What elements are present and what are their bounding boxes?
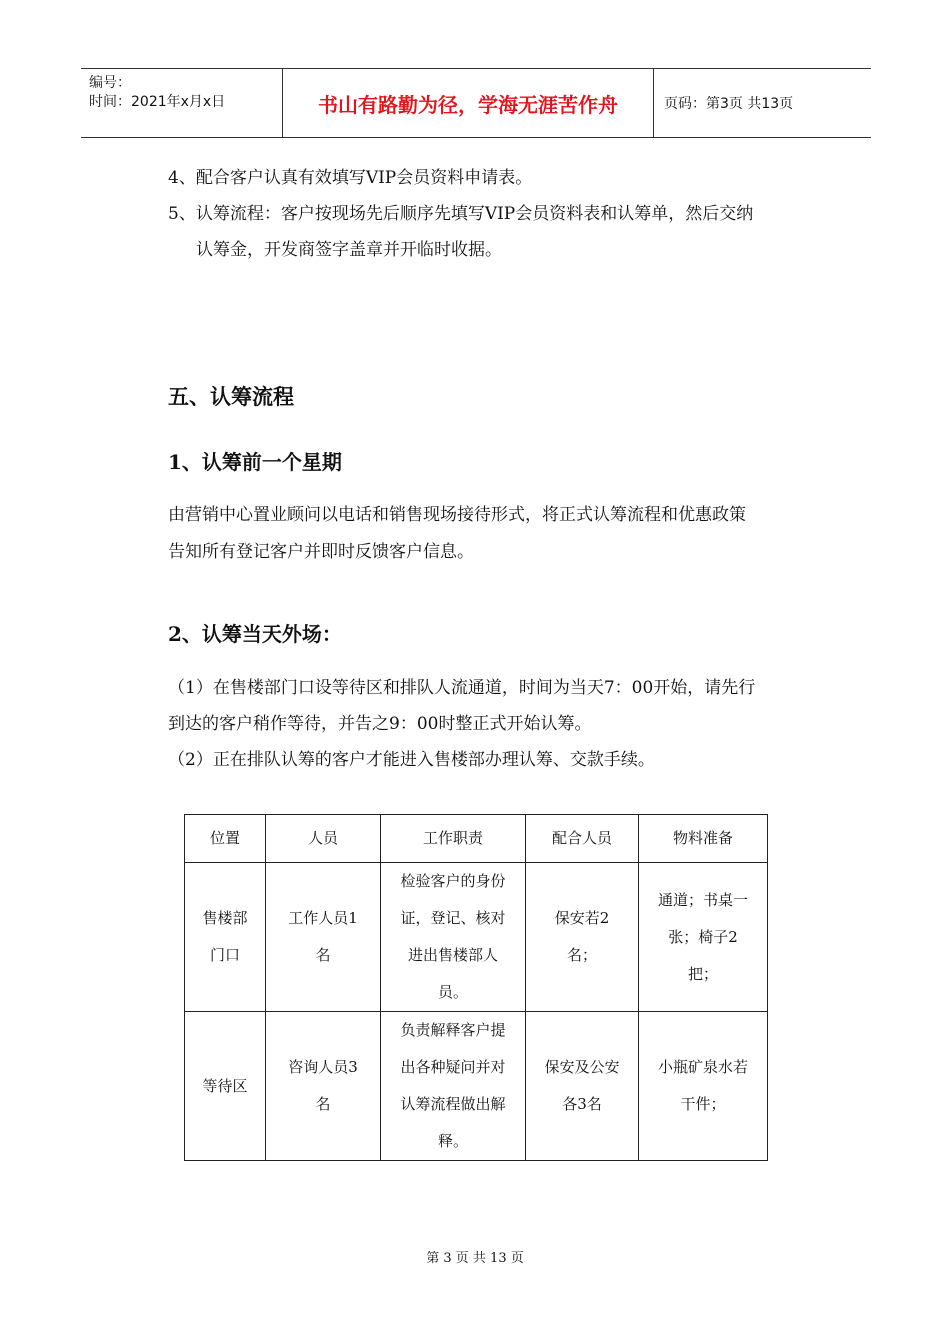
header-motto: 书山有路勤为径，学海无涯苦作舟 bbox=[283, 69, 654, 137]
cell-line: 名 bbox=[315, 1095, 331, 1113]
table-cell bbox=[185, 1012, 266, 1161]
staffing-table bbox=[184, 814, 768, 1161]
cell-line: 售楼部 bbox=[202, 909, 248, 927]
table-row bbox=[185, 1012, 768, 1161]
cell-line: 保安及公安 bbox=[544, 1058, 620, 1076]
table-cell bbox=[185, 863, 266, 1012]
cell-line: 小瓶矿泉水若 bbox=[657, 1058, 748, 1076]
subsection-2-para-1: （1）在售楼部门口设等待区和排队人流通道，时间为当天7：00开始，请先行 bbox=[168, 678, 756, 698]
list-item-5-cont: 认筹金，开发商签字盖章并开临时收据。 bbox=[196, 240, 502, 260]
cell-line: 通道；书桌一 bbox=[657, 890, 748, 909]
header-page-info: 页码：第3页 共13页 bbox=[664, 96, 794, 112]
table-row bbox=[185, 863, 768, 1012]
cell-line: 进出售楼部人 bbox=[407, 946, 498, 964]
table-cell bbox=[639, 1012, 768, 1161]
cell-line: 咨询人员3 bbox=[288, 1058, 358, 1076]
subsection-2-para-1-cont: 到达的客户稍作等待，并告之9：00时整正式开始认筹。 bbox=[168, 714, 592, 734]
cell-line: 检验客户的身份 bbox=[400, 872, 506, 890]
table-cell bbox=[526, 1012, 639, 1161]
cell-line: 负责解释客户提 bbox=[400, 1021, 506, 1039]
table-cell bbox=[639, 863, 768, 1012]
cell-line: 工作人员1 bbox=[288, 909, 358, 927]
cell-line: 释。 bbox=[437, 1132, 468, 1150]
table-cell bbox=[526, 863, 639, 1012]
cell-line: 把； bbox=[687, 964, 718, 983]
cell-line: 名 bbox=[315, 946, 331, 964]
table-cell bbox=[381, 863, 526, 1012]
table-header-row bbox=[185, 815, 768, 863]
cell-line: 干件； bbox=[680, 1095, 726, 1113]
table-cell bbox=[266, 1012, 381, 1161]
table-cell bbox=[381, 1012, 526, 1161]
list-item-5: 5、认筹流程：客户按现场先后顺序先填写VIP会员资料表和认筹单，然后交纳 bbox=[168, 204, 754, 224]
subsection-2-para-2: （2）正在排队认筹的客户才能进入售楼部办理认筹、交款手续。 bbox=[168, 750, 655, 770]
cell-line: 认筹流程做出解 bbox=[400, 1095, 506, 1113]
cell-line: 门口 bbox=[209, 946, 240, 964]
table-header: 物料准备 bbox=[639, 815, 768, 863]
section-title: 五、认筹流程 bbox=[168, 385, 294, 409]
cell-line: 员。 bbox=[437, 983, 468, 1001]
table-header: 位置 bbox=[185, 815, 266, 863]
cell-line: 出各种疑问并对 bbox=[400, 1058, 506, 1076]
cell-line: 证，登记、核对 bbox=[400, 909, 506, 927]
number-label: 编号： bbox=[89, 75, 131, 91]
cell-line: 名； bbox=[566, 946, 597, 964]
cell-line: 等待区 bbox=[202, 1076, 248, 1095]
subsection-1-title: 1、认筹前一个星期 bbox=[168, 450, 342, 474]
date-label: 时间：2021年x月x日 bbox=[89, 94, 226, 110]
subsection-2-title: 2、认筹当天外场： bbox=[168, 622, 342, 646]
table-cell bbox=[266, 863, 381, 1012]
cell-line: 保安若2 bbox=[554, 909, 610, 927]
list-item-4: 4、配合客户认真有效填写VIP会员资料申请表。 bbox=[168, 168, 533, 188]
subsection-1-text-cont: 告知所有登记客户并即时反馈客户信息。 bbox=[168, 542, 474, 562]
document-header bbox=[81, 68, 871, 138]
table-header: 人员 bbox=[266, 815, 381, 863]
cell-line: 各3名 bbox=[562, 1095, 602, 1113]
subsection-1-text: 由营销中心置业顾问以电话和销售现场接待形式，将正式认筹流程和优惠政策 bbox=[168, 505, 746, 525]
page-footer: 第 3 页 共 13 页 bbox=[426, 1251, 524, 1266]
table-header: 工作职责 bbox=[381, 815, 526, 863]
table-header: 配合人员 bbox=[526, 815, 639, 863]
cell-line: 张；椅子2 bbox=[668, 927, 738, 946]
header-meta bbox=[81, 69, 283, 137]
